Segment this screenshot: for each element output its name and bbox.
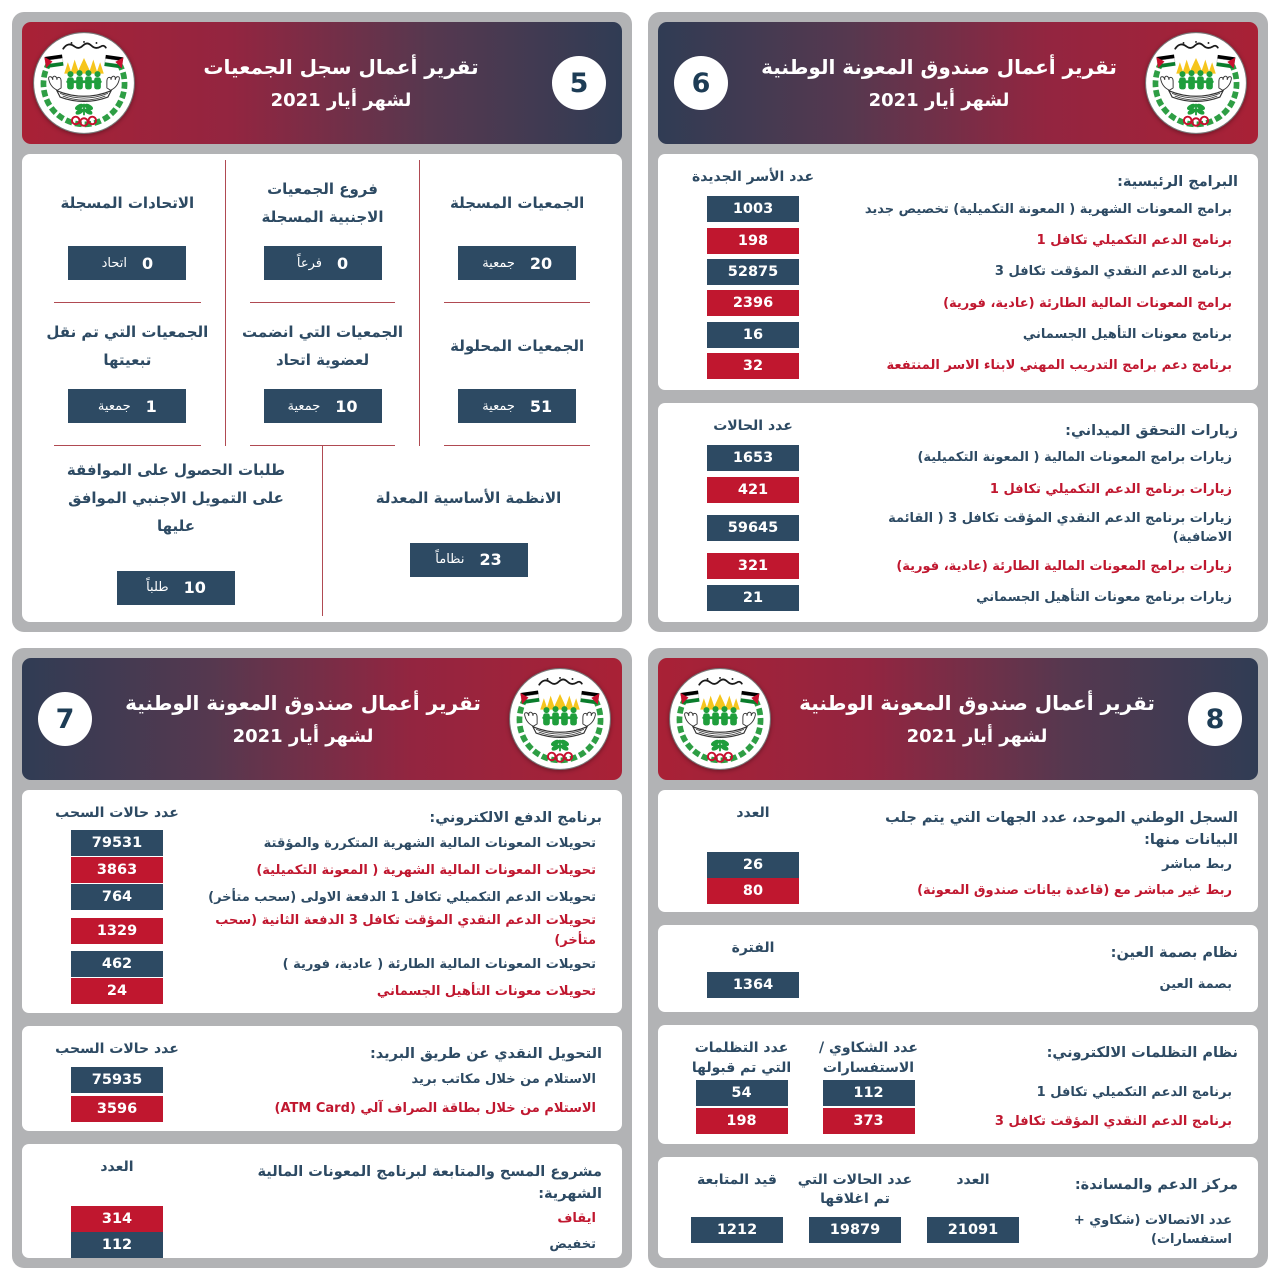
slide-5 (12, 12, 632, 632)
stat-value-box (458, 246, 576, 280)
slide-subtitle: لشهر أيار 2021 (868, 90, 1010, 111)
stat-label: ربط غير مباشر مع (قاعدة بيانات صندوق المعونة) (917, 883, 1232, 899)
section-title: زيارات التحقق الميداني: (1065, 422, 1238, 439)
ministry-emblem-logo (1144, 31, 1248, 135)
stat-cell (419, 303, 614, 446)
stat-value-box: 112 (823, 1080, 915, 1106)
column-header: عدد الحالات التي تم اغلاقها (797, 1171, 913, 1208)
stat-row (678, 509, 1238, 548)
column-header: قيد المتابعة (697, 1171, 777, 1188)
section-title: السجل الوطني الموحد، عدد الجهات التي يتم جلب البيانات منها: (885, 810, 1238, 848)
stat-label: تحويلات معونات التأهيل الجسماني (376, 983, 596, 999)
stat-row (678, 553, 1238, 579)
section-title: مشروع المسح والمتابعة لبرنامج المعونات المالية الشهرية: (257, 1164, 602, 1202)
stat-row (678, 445, 1238, 471)
column-header: عدد حالات السحب (55, 1040, 179, 1057)
stat-value-box (264, 246, 382, 280)
stat-value-box: 1653 (707, 445, 799, 471)
slide-number-badge: 5 (552, 56, 606, 110)
stat-label: الاستلام من خلال مكاتب بريد (411, 1072, 596, 1088)
stat-value-box: 16 (707, 322, 799, 348)
section-card-grievances (658, 1025, 1258, 1144)
section-card-support-center (658, 1157, 1258, 1258)
slide-number-badge: 7 (38, 692, 92, 746)
stat-unit: جمعية (97, 398, 131, 414)
stat-label: الاتحادات المسجلة (60, 194, 195, 213)
stat-value-box (68, 389, 186, 423)
section-card-iris-system (658, 925, 1258, 1012)
stat-value: 10 (335, 396, 358, 416)
stat-value-box: 79531 (71, 830, 163, 856)
column-header: عدد التظلمات التي تم قبولها (691, 1040, 792, 1076)
section-title: نظام بصمة العين: (1110, 944, 1238, 961)
stat-label: بصمة العين (1159, 976, 1232, 992)
stat-row (678, 1080, 1238, 1106)
stat-value-box: 59645 (707, 515, 799, 541)
slide-number-badge: 6 (674, 56, 728, 110)
slide-title: تقرير أعمال صندوق المعونة الوطنية (761, 55, 1117, 79)
column-header: عدد الشكاوي / الاستفسارات (819, 1040, 918, 1076)
column-header: العدد (100, 1159, 134, 1176)
stat-value-box (458, 389, 576, 423)
stat-label: زيارات برامج المعونات المالية الطارئة (عادية، فورية) (896, 558, 1232, 574)
ministry-emblem-logo (668, 667, 772, 771)
stat-row (42, 830, 602, 856)
stat-value: 51 (529, 396, 553, 416)
stat-label: برنامج الدعم التكميلي تكافل 1 (1036, 232, 1232, 248)
slide-subtitle: لشهر أيار 2021 (232, 726, 374, 747)
slide-number-badge: 8 (1188, 692, 1242, 746)
slide-titles (744, 55, 1134, 111)
stat-label: برنامج دعم برامج التدريب المهني لابناء الاسر المنتفعة (886, 358, 1232, 374)
stat-value-box: 21 (707, 585, 799, 611)
stat-cell (30, 446, 322, 616)
stat-row (42, 1096, 602, 1122)
stat-label: تحويلات الدعم التكميلي تكافل 1 الدفعة الاولى (سحب متأخر) (208, 889, 596, 905)
stat-row (678, 878, 1238, 904)
stat-value-box: 764 (71, 884, 163, 910)
stat-cell (225, 303, 420, 446)
stat-value-box (68, 246, 186, 280)
slide-titles (782, 691, 1172, 747)
stat-label: ايقاف (557, 1210, 596, 1226)
slide-8 (648, 648, 1268, 1268)
column-header: عدد الحالات (713, 417, 793, 434)
stat-value: 1 (145, 396, 157, 416)
stat-cell (30, 303, 225, 446)
slide-subtitle: لشهر أيار 2021 (270, 90, 412, 111)
slide-header (22, 658, 622, 780)
section-card-post-transfer (22, 1026, 622, 1131)
stat-row (42, 1206, 602, 1232)
stat-row (42, 1232, 602, 1258)
slide-titles (146, 55, 536, 111)
stat-label: تحويلات المعونات المالية الطارئة ( عادية، فورية ) (282, 956, 596, 972)
stat-label: زيارات برنامج الدعم النقدي المؤقت تكافل 3 ( القائمة الاضافية) (888, 510, 1232, 546)
stat-label: زيارات برامج المعونات المالية ( المعونة التكميلية) (917, 450, 1232, 466)
stat-value-box: 1003 (707, 196, 799, 222)
stat-row (678, 259, 1238, 285)
stat-value-box (264, 389, 382, 423)
stat-row (42, 911, 602, 950)
stat-cell (322, 446, 614, 616)
stat-label: تحويلات المعونات المالية الشهرية ( المعونة التكميلية) (256, 862, 596, 878)
stats-bottom-row (30, 446, 614, 616)
stat-label: برنامج معونات التأهيل الجسماني (1022, 326, 1232, 342)
section-card-survey-project (22, 1144, 622, 1258)
stat-row (42, 1067, 602, 1093)
column-header: العدد (956, 1171, 990, 1188)
stat-row (678, 196, 1238, 222)
stat-value-box: 54 (696, 1080, 788, 1106)
slide-6 (648, 12, 1268, 632)
stat-row (678, 1211, 1238, 1250)
stat-value-box: 1329 (71, 918, 163, 944)
stat-label: تخفيض (549, 1236, 596, 1252)
section-card-main-programs (658, 154, 1258, 390)
stat-value: 0 (141, 253, 154, 273)
section-title: برنامج الدفع الالكتروني: (429, 810, 602, 826)
stat-label: الانظمة الأساسية المعدلة (375, 489, 562, 508)
stat-value-box: 112 (71, 1232, 163, 1258)
stat-value-box: 3596 (71, 1096, 163, 1122)
stat-value: 10 (183, 578, 206, 598)
stat-value-box: 462 (71, 951, 163, 977)
stat-row (678, 322, 1238, 348)
stat-row (678, 972, 1238, 998)
stat-label: طلبات الحصول على الموافقة على التمويل الاجنبي الموافق عليها (66, 461, 286, 535)
stat-label: تحويلات الدعم النقدي المؤقت تكافل 3 الدفعة الثانية (سحب متأخر) (215, 913, 596, 948)
stat-value-box: 1212 (691, 1217, 783, 1243)
associations-stats-card (22, 154, 622, 622)
stat-value-box: 198 (707, 228, 799, 254)
slide-header (22, 22, 622, 144)
stat-value-box: 19879 (809, 1217, 901, 1243)
stat-unit: جمعية (287, 398, 321, 414)
stat-value-box: 373 (823, 1108, 915, 1134)
stat-label: الجمعيات التي تم نقل تبعيتها (46, 323, 209, 369)
stat-cell (419, 160, 614, 303)
stat-unit: فرعاً (296, 255, 322, 271)
stat-label: عدد الاتصالات (شكاوي + استفسارات) (1073, 1212, 1232, 1248)
stat-label: برامج المعونات الشهرية ( المعونة التكميلية) تخصيص جديد (864, 201, 1232, 217)
stat-row (678, 228, 1238, 254)
stat-cell (225, 160, 420, 303)
stat-row (42, 884, 602, 910)
stat-label: الجمعيات المحلولة (450, 337, 585, 356)
ministry-emblem-logo (508, 667, 612, 771)
slide-7 (12, 648, 632, 1268)
slide-title: تقرير أعمال سجل الجمعيات (203, 55, 479, 79)
stat-value-box: 21091 (927, 1217, 1019, 1243)
stat-unit: جمعية (482, 398, 515, 414)
stat-label: زيارات برنامج الدعم التكميلي تكافل 1 (989, 482, 1232, 498)
section-card-field-visits (658, 403, 1258, 622)
stat-cell (30, 160, 225, 303)
stat-label: ربط مباشر (1162, 856, 1232, 872)
stat-value-box (410, 543, 528, 577)
stat-row (678, 1108, 1238, 1134)
section-title: مركز الدعم والمساندة: (1074, 1176, 1238, 1193)
ministry-emblem-logo (32, 31, 136, 135)
stat-label: الجمعيات المسجلة (450, 194, 585, 213)
stat-label: الاستلام من خلال بطاقة الصراف آلي (ATM Card) (274, 1100, 596, 1116)
column-header: عدد الأسر الجديدة (691, 169, 815, 185)
stat-value-box: 1364 (707, 972, 799, 998)
stat-value: 23 (479, 550, 502, 570)
section-card-epayment (22, 790, 622, 1013)
stat-row (678, 290, 1238, 316)
stat-value-box: 421 (707, 477, 799, 503)
stat-value-box: 3863 (71, 857, 163, 883)
stat-value-box: 198 (696, 1108, 788, 1134)
section-card-national-registry (658, 790, 1258, 912)
column-header: العدد (736, 805, 770, 821)
stat-unit: نظاماً (435, 552, 465, 568)
column-header: عدد حالات السحب (55, 805, 179, 821)
section-title: نظام التظلمات الالكتروني: (1046, 1045, 1238, 1062)
stat-row (42, 857, 602, 883)
slide-header (658, 22, 1258, 144)
stat-row (678, 852, 1238, 878)
section-title: البرامج الرئيسية: (1117, 174, 1238, 190)
stat-value-box: 24 (71, 978, 163, 1004)
stat-row (678, 477, 1238, 503)
stat-row (678, 585, 1238, 611)
slide-title: تقرير أعمال صندوق المعونة الوطنية (799, 691, 1155, 715)
slide-title: تقرير أعمال صندوق المعونة الوطنية (125, 691, 481, 715)
stat-label: الجمعيات التي انضمت لعضوية اتحاد (242, 323, 403, 369)
stat-label: فروع الجمعيات الاجنبية المسجلة (261, 180, 384, 226)
stat-row (678, 353, 1238, 379)
stat-value-box: 26 (707, 852, 799, 878)
stat-row (42, 978, 602, 1004)
stat-label: برنامج الدعم النقدي المؤقت تكافل 3 (994, 264, 1232, 280)
stat-unit: طلباً (146, 580, 169, 596)
stat-unit: جمعية (482, 255, 515, 271)
stat-value-box: 80 (707, 878, 799, 904)
stat-value-box: 32 (707, 353, 799, 379)
slide-header (658, 658, 1258, 780)
stat-value-box: 52875 (707, 259, 799, 285)
stat-label: برنامج الدعم النقدي المؤقت تكافل 3 (994, 1113, 1232, 1129)
stat-value-box: 314 (71, 1206, 163, 1232)
stat-row (42, 951, 602, 977)
slide-titles (108, 691, 498, 747)
stat-label: برامج المعونات المالية الطارئة (عادية، فورية) (943, 295, 1232, 311)
stat-value: 0 (337, 253, 349, 273)
stats-grid (30, 160, 614, 446)
stat-label: برنامج الدعم التكميلي تكافل 1 (1036, 1085, 1232, 1101)
column-header: الفترة (731, 939, 775, 956)
stat-value: 20 (529, 253, 553, 273)
stat-value-box: 75935 (71, 1067, 163, 1093)
stat-label: تحويلات المعونات المالية الشهرية المتكررة والمؤقتة (263, 835, 596, 851)
section-title: التحويل النقدي عن طريق البريد: (369, 1045, 602, 1062)
stat-value-box: 2396 (707, 290, 799, 316)
stat-value-box (117, 571, 235, 605)
stat-label: زيارات برنامج معونات التأهيل الجسماني (976, 590, 1232, 606)
slide-subtitle: لشهر أيار 2021 (906, 726, 1048, 747)
stat-value-box: 321 (707, 553, 799, 579)
stat-unit: اتحاد (101, 255, 127, 271)
